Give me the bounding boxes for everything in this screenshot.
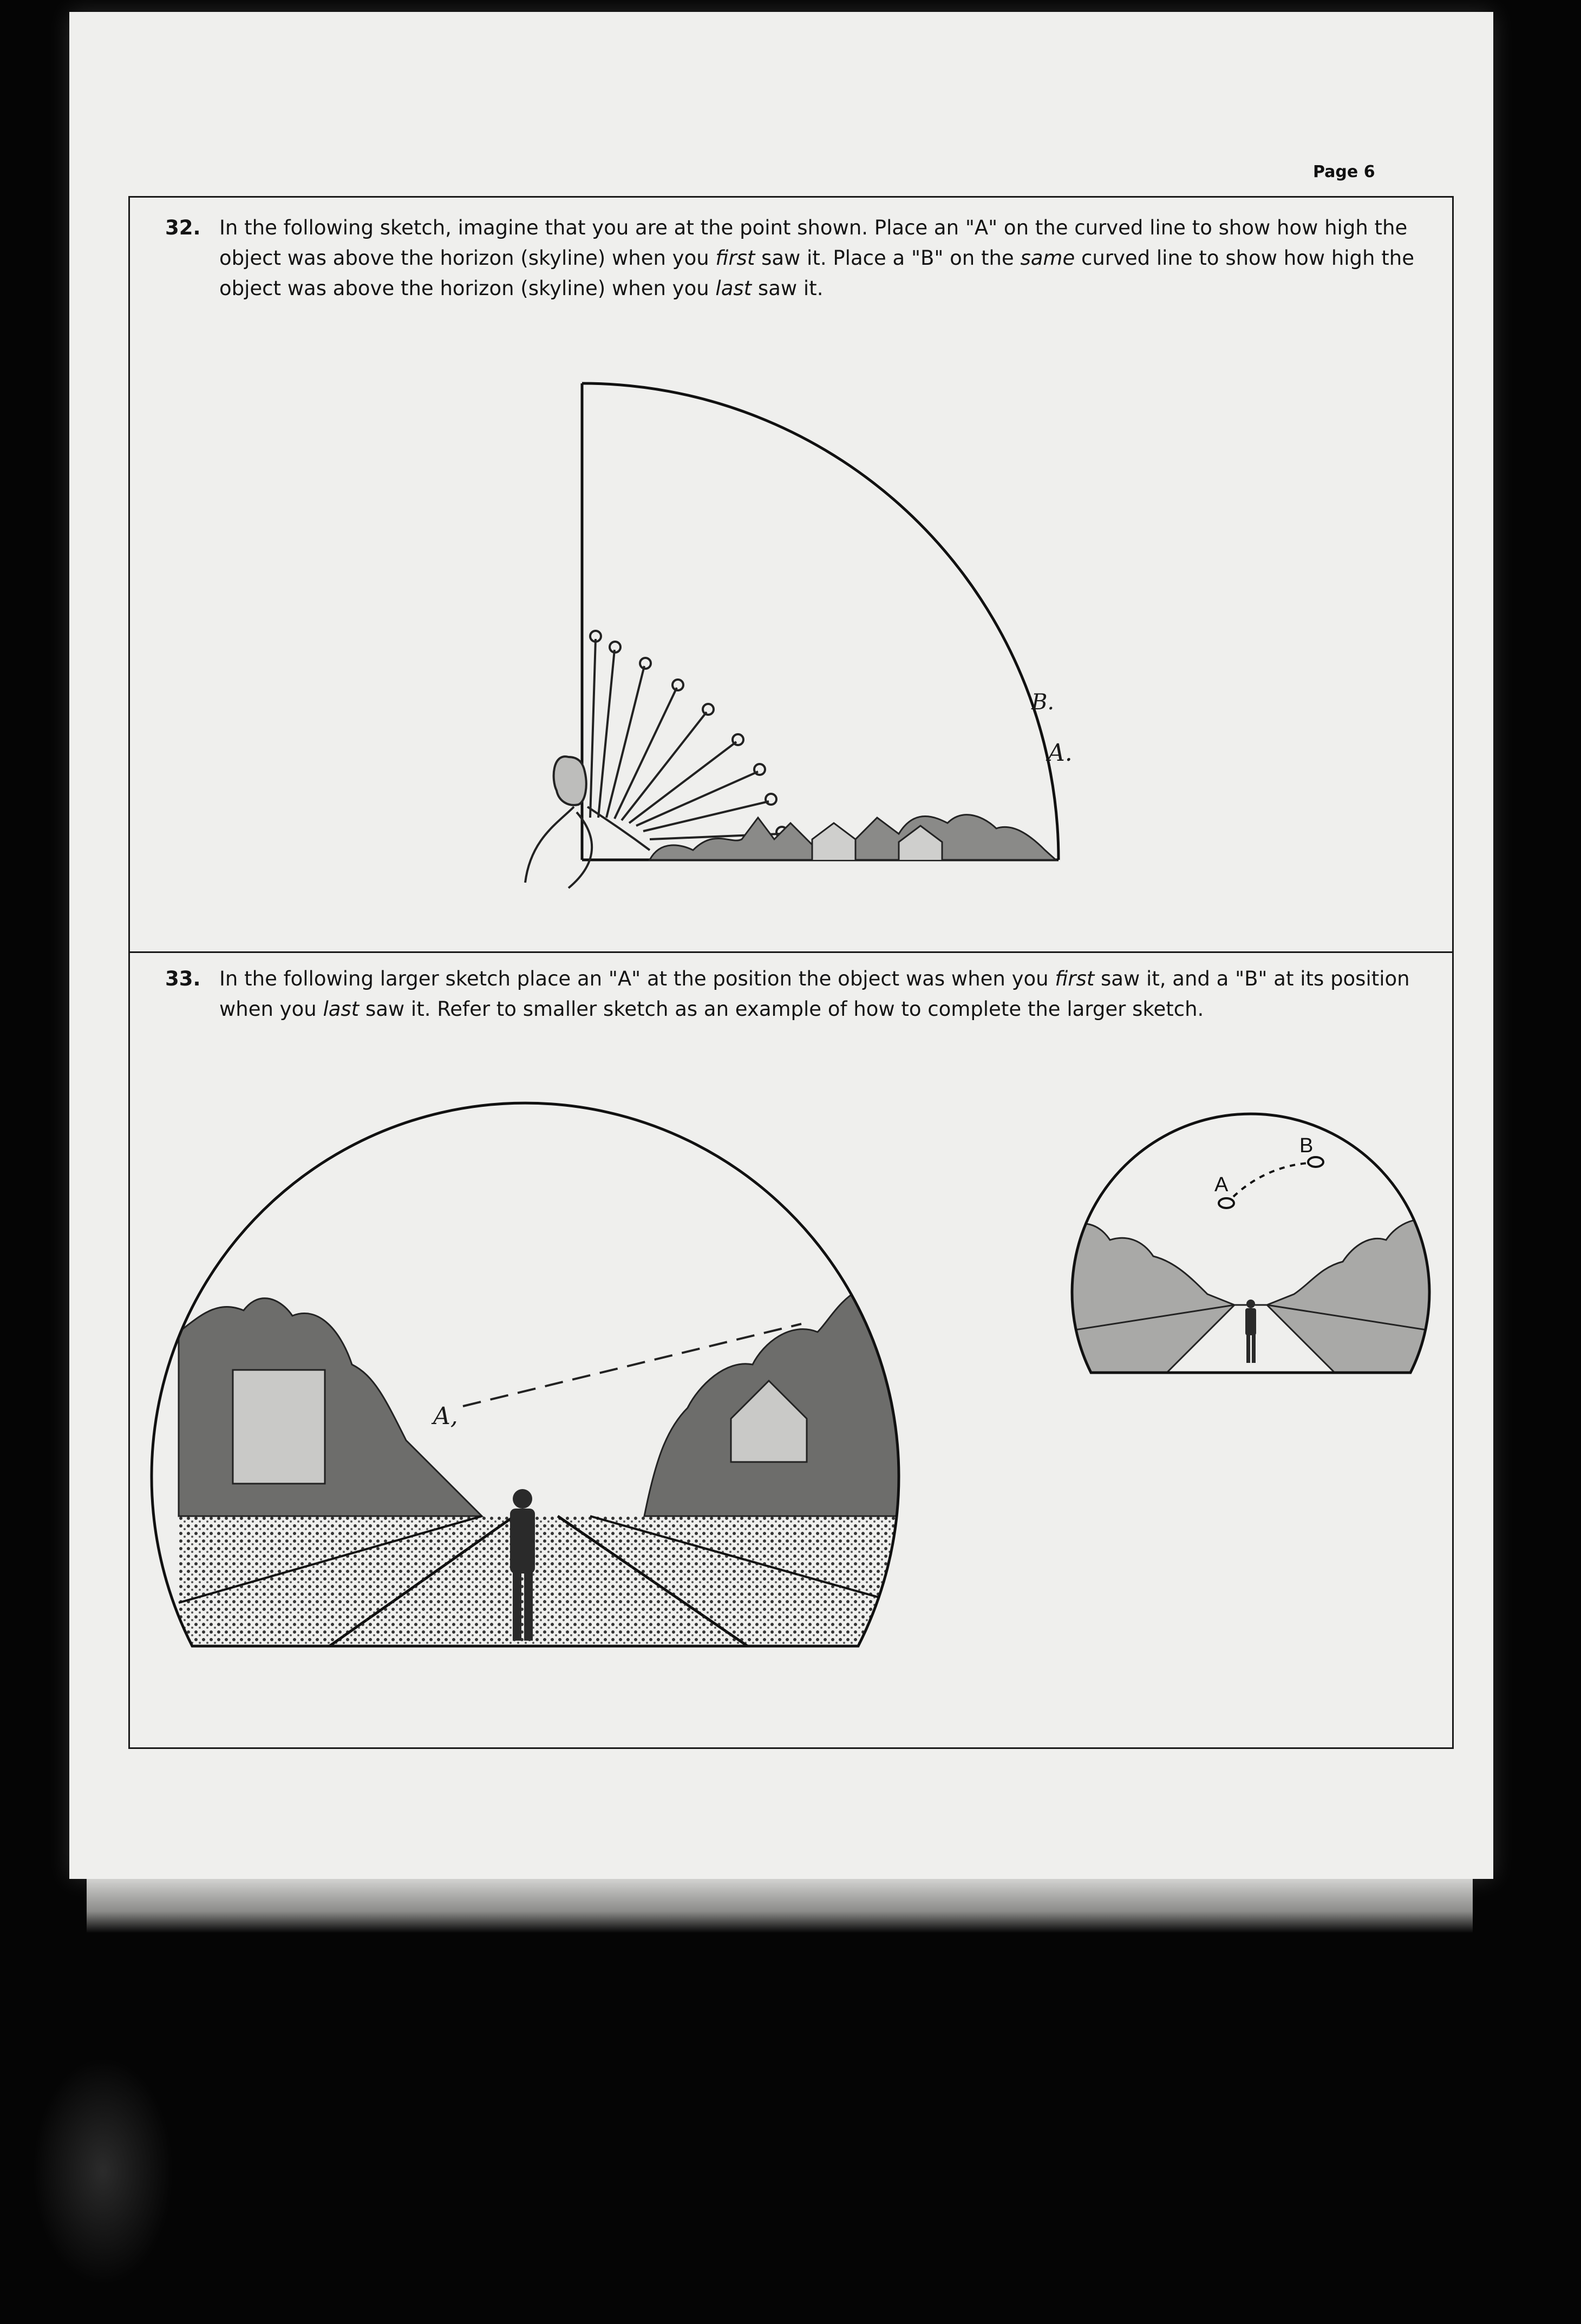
- sketch-label-b: B.: [1031, 690, 1055, 715]
- small-sketch-label-a: A: [1214, 1173, 1229, 1196]
- section-divider: [128, 951, 1454, 953]
- horizon-arc-sketch: [487, 374, 1094, 904]
- pointing-arms: [590, 631, 787, 839]
- question-33-number: 33.: [165, 967, 201, 990]
- question-33-text: In the following larger sketch place an "A" at the position the object was when you first saw it, and a "B" at its position when you last saw it. Refer to smaller sketch as an example of how to complete the larger sketch.: [219, 967, 1410, 1021]
- street-ground: [179, 1516, 937, 1657]
- small-sketch-label-b: B: [1299, 1134, 1314, 1157]
- question-32-number: 32.: [165, 216, 201, 239]
- page-number: Page 6: [1313, 162, 1375, 181]
- left-building: [233, 1370, 325, 1484]
- question-32: [165, 213, 1427, 304]
- sheet-shadow-strip: [87, 1879, 1473, 1933]
- sky-arc: [582, 383, 1059, 860]
- large-sketch-label-a: A,: [433, 1402, 458, 1430]
- sketch-label-a: A.: [1048, 739, 1073, 767]
- question-33: [165, 964, 1443, 1024]
- small-example-sketch: [1061, 1132, 1440, 1381]
- large-street-sketch: [179, 1137, 937, 1657]
- question-32-text: In the following sketch, imagine that you are at the point shown. Place an "A" on the curved line to show how high the object was above the horizon (skyline) when you first saw it. Place a "B" on the same curved line to show how high the object was above the horizon (skyline) when you last saw it.: [219, 216, 1414, 300]
- film-smudge: [32, 2058, 173, 2285]
